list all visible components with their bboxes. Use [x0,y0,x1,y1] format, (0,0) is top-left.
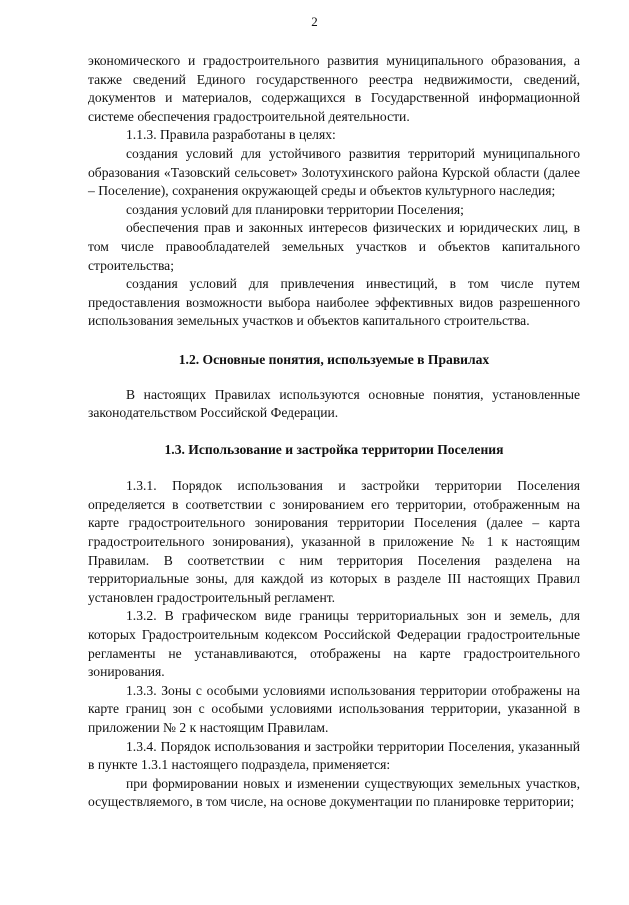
paragraph: 1.3.2. В графическом виде границы территориальных зон и земель, для которых Градостроительным кодексом Российской Федерации градостроительные регламенты не устанавливаются, отображены на карте градостроительного зонирования. [88,608,580,680]
section-heading-1-2: 1.2. Основные понятия, используемые в Правилах [178,351,490,367]
paragraph: 1.1.3. Правила разработаны в целях: [126,127,336,143]
paragraph: обеспечения прав и законных интересов физических и юридических лиц, в том числе правообладателей земельных участков и объектов капитального строительства; [88,220,580,273]
paragraph: создания условий для устойчивого развития территорий муниципального образования «Тазовский сельсовет» Золотухинского района Курской области (далее – Поселение), сохранения окружающей среды и объектов культурного наследия; [88,145,580,199]
paragraph: 1.3.3. Зоны с особыми условиями использования территории отображены на карте границ зон с особыми условиями использования территории, указанной в приложении № 2 к настоящим Правилам. [88,682,580,735]
page-number: 2 [311,14,318,29]
paragraph: создания условий для планировки территории Поселения; [126,201,464,217]
paragraph: 1.3.1. Порядок использования и застройки территории Поселения определяется в соответствии с зонированием его территории, отображенным на карте градостроительного зонирования территории Поселения (далее – карта градостроительного зонирования), указанной в приложение № 1 к настоящим Правилам. В соответствии с ним территория Поселения разделена на территориальные зоны, для каждой из которых в разделе III настоящих Правил установлен градостроительный регламент. [88,478,580,605]
paragraph: при формировании новых и изменении существующих земельных участков, осуществляемого, в том числе, на основе документации по планировке территории; [88,775,580,810]
paragraph: экономического и градостроительного развития муниципального образования, а также сведений Единого государственного реестра недвижимости, сведений, документов и материалов, содержащихся в Государственной информационной системе обеспечения градостроительной деятельности. [88,53,580,124]
paragraph: В настоящих Правилах используются основные понятия, установленные законодательством Российской Федерации. [88,386,580,421]
paragraph: создания условий для привлечения инвестиций, в том числе путем предоставления возможности выбора наиболее эффективных видов разрешенного использования земельных участков и объектов капитального строительства. [88,276,580,329]
paragraph: 1.3.4. Порядок использования и застройки территории Поселения, указанный в пункте 1.3.1 настоящего подраздела, применяется: [88,738,580,773]
section-heading-1-3: 1.3. Использование и застройка территории Поселения [164,441,504,457]
document-body [88,52,580,812]
